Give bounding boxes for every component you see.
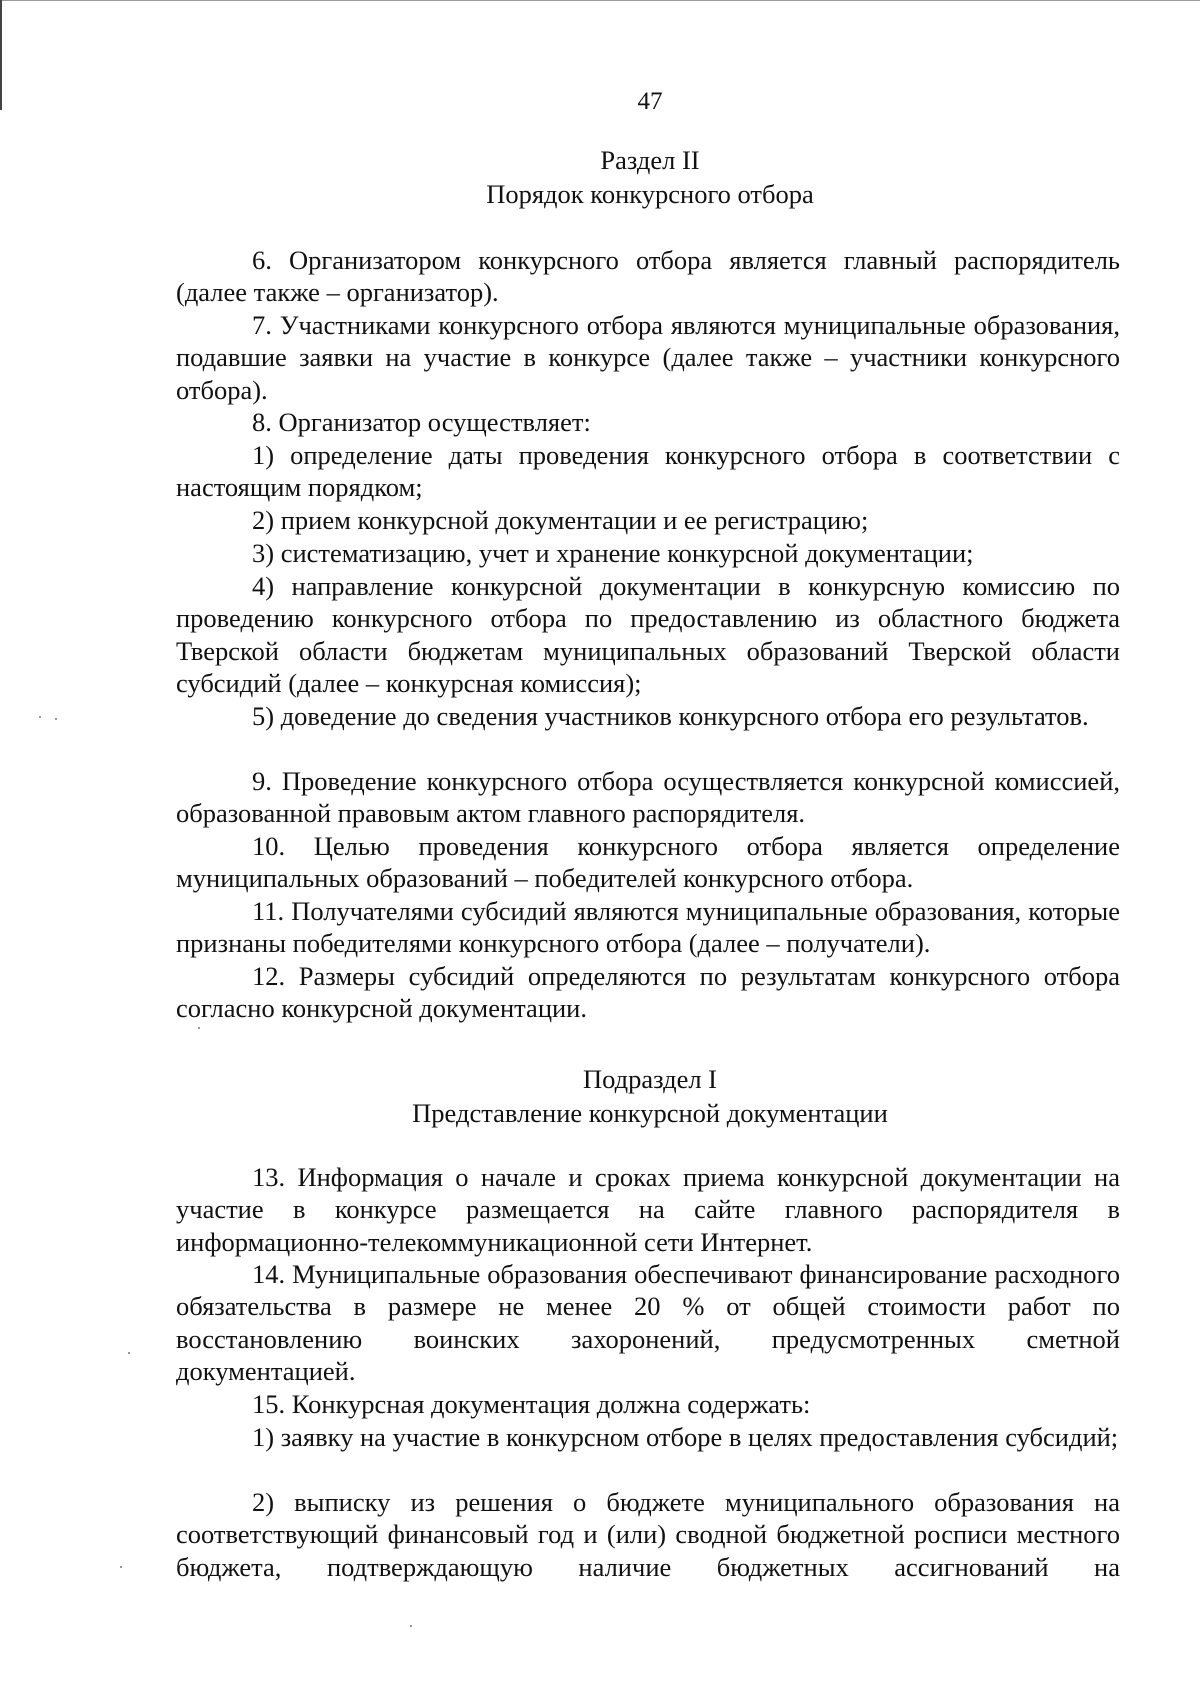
scan-speck bbox=[128, 1352, 130, 1354]
paragraph-8-item-3: 3) систематизацию, учет и хранение конкурсной документации; bbox=[252, 538, 974, 568]
subsection-title: Подраздел I bbox=[582, 1064, 718, 1094]
paragraph-7: 7. Участниками конкурсного отбора являются муниципальные образования, подавшие заявки на участие в конкурсе (далее также – участники конкурсного отбора). bbox=[176, 310, 1120, 405]
scan-edge-top bbox=[0, 0, 1200, 1]
scan-speck bbox=[55, 718, 57, 720]
paragraph-12: 12. Размеры субсидий определяются по результатам конкурсного отбора согласно конкурсной документации. bbox=[176, 961, 1120, 1024]
scan-speck bbox=[410, 1625, 412, 1627]
subsection-subtitle: Представление конкурсной документации bbox=[412, 1098, 888, 1128]
paragraph-8-item-2: 2) прием конкурсной документации и ее регистрацию; bbox=[252, 505, 869, 535]
paragraph-8-item-4: 4) направление конкурсной документации в конкурсную комиссию по проведению конкурсного отбора по предоставлению из областного бюджета Тверской области бюджетам муниципальных образований Тверской области субсидий (далее – конкурсная комиссия); bbox=[176, 571, 1120, 699]
scan-speck bbox=[120, 1566, 122, 1568]
paragraph-15-item-2: 2) выписку из решения о бюджете муниципального образования на соответствующий финансовый год и (или) сводной бюджетной росписи местного бюджета, подтверждающую наличие бюджетных ассигнований на bbox=[176, 1487, 1120, 1582]
paragraph-6: 6. Организатором конкурсного отбора является главный распорядитель (далее также – организатор). bbox=[176, 245, 1120, 308]
paragraph-13: 13. Информация о начале и сроках приема конкурсной документации на участие в конкурсе размещается на сайте главного распорядителя в информационно-телекоммуникационной сети Интернет. bbox=[176, 1162, 1120, 1257]
paragraph-15: 15. Конкурсная документация должна содержать: bbox=[252, 1389, 811, 1419]
section-title: Раздел II bbox=[600, 145, 700, 175]
section-subtitle: Порядок конкурсного отбора bbox=[486, 179, 814, 209]
paragraph-9: 9. Проведение конкурсного отбора осуществляется конкурсной комиссией, образованной правовым актом главного распорядителя. bbox=[176, 766, 1120, 829]
scan-speck bbox=[198, 1027, 200, 1029]
paragraph-10: 10. Целью проведения конкурсного отбора является определение муниципальных образований – победителей конкурсного отбора. bbox=[176, 831, 1120, 894]
scan-speck bbox=[39, 716, 41, 718]
paragraph-8-item-1: 1) определение даты проведения конкурсного отбора в соответствии с настоящим порядком; bbox=[176, 440, 1120, 503]
paragraph-11: 11. Получателями субсидий являются муниципальные образования, которые признаны победителями конкурсного отбора (далее – получатели). bbox=[176, 896, 1120, 959]
paragraph-8: 8. Организатор осуществляет: bbox=[252, 407, 591, 437]
paragraph-8-item-5: 5) доведение до сведения участников конкурсного отбора его результатов. bbox=[252, 701, 1089, 731]
page-number: 47 bbox=[637, 88, 663, 115]
paragraph-14: 14. Муниципальные образования обеспечивают финансирование расходного обязательства в размере не менее 20 % от общей стоимости работ по восстановлению воинских захоронений, предусмотренных сметной документацией. bbox=[176, 1259, 1120, 1387]
paragraph-15-item-1: 1) заявку на участие в конкурсном отборе в целях предоставления субсидий; bbox=[252, 1422, 1119, 1452]
